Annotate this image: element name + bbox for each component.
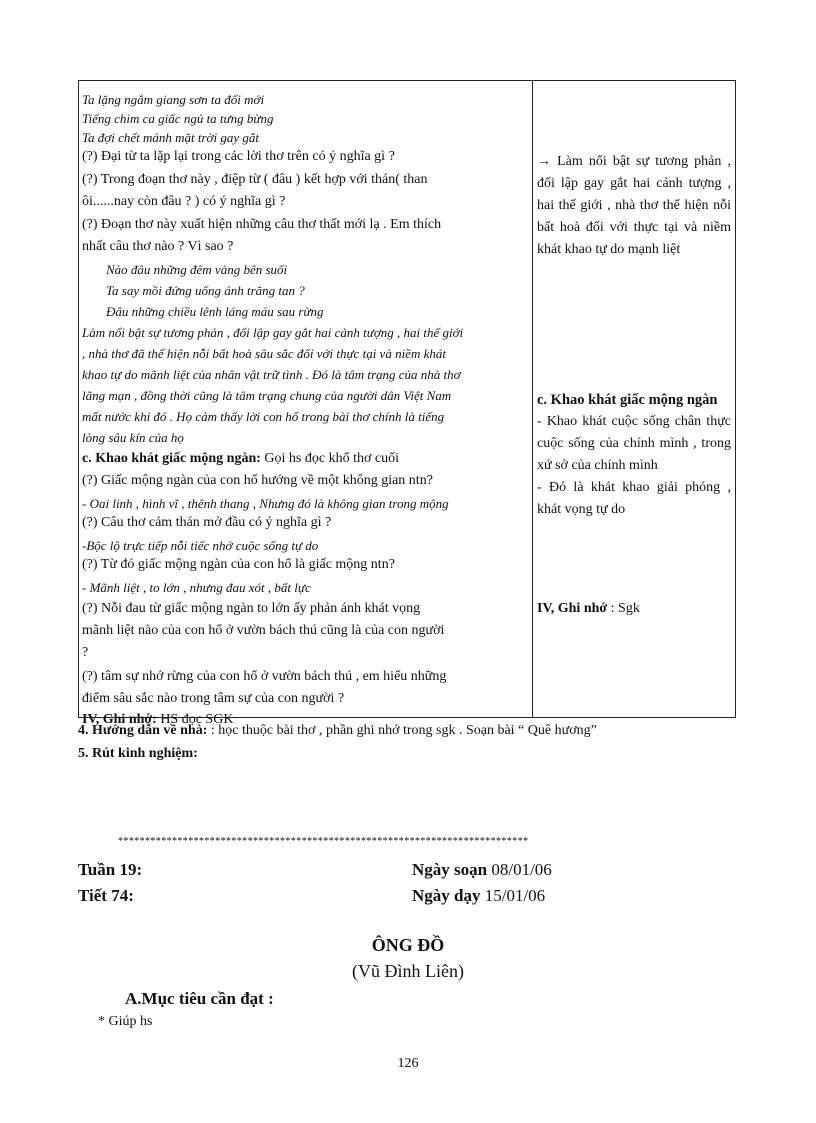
- question: (?) tâm sự nhớ rừng của con hổ ở vườn bách thú , em hiểu những: [82, 669, 447, 684]
- teach-label: Ngày dạy: [412, 886, 481, 905]
- prep-date: [412, 860, 552, 880]
- answer-line: Làm nổi bật sự tương phản , đối lập gay gắt hai cảnh tượng , hai thế giới: [82, 325, 464, 340]
- week-label: Tuần 19:: [78, 860, 143, 879]
- summary-body: Làm nổi bật sự tương phản , đối lập gay gắt hai cảnh tượng , hai thế giới , nhà thơ thể hiện nỗi bất hoà đối với thực tại và niềm khát khao tự do mạnh liệt: [537, 154, 731, 257]
- period-label: Tiết 74:: [78, 886, 134, 905]
- lesson-author: (Vũ Đình Liên): [352, 961, 464, 981]
- right-section-iv-text: : Sgk: [607, 601, 640, 616]
- homework-label: 4. Hướng dẫn về nhà:: [78, 723, 208, 738]
- answer-line: lãng mạn , đồng thời cũng là tâm trạng chung của người dân Việt Nam: [82, 388, 452, 403]
- experience-label: 5. Rút kinh nghiệm:: [78, 746, 198, 761]
- prep-date-value: 08/01/06: [487, 860, 552, 879]
- right-section-iv-title: IV, Ghi nhớ: [537, 601, 608, 616]
- question-cont: ?: [82, 645, 89, 660]
- quote-line: Đâu những chiều lênh láng máu sau rừng: [106, 304, 324, 319]
- homework-line: [78, 723, 597, 739]
- question-cont: mãnh liệt nào của con hổ ở vườn bách thú cũng là của con người: [82, 623, 445, 638]
- poem-line: Ta lặng ngắm giang sơn ta đổi mới: [82, 92, 265, 107]
- answer-line: , nhà thơ đã thể hiện nỗi bất hoà sâu sắc đối với thực tại và niềm khát: [82, 346, 446, 361]
- question-cont: nhất câu thơ nào ? Vì sao ?: [82, 239, 234, 254]
- quote-line: Nào đâu những đêm vàng bên suối: [106, 262, 288, 277]
- teach-date-value: 15/01/06: [480, 886, 546, 905]
- section-iv-title: IV, Ghi nhớ:: [82, 712, 157, 727]
- question: (?) Nỗi đau từ giấc mộng ngàn to lớn ấy phản ánh khát vọng: [82, 601, 421, 616]
- right-bullet: - Khao khát cuộc sống chân thực cuộc sống của chính mình , trong xứ sở của chính mình: [537, 414, 731, 473]
- question: (?) Đoạn thơ này xuất hiện những câu thơ thất mới lạ . Em thích: [82, 217, 442, 232]
- question: (?) Câu thơ cảm thán mở đầu có ý nghĩa gì ?: [82, 515, 332, 530]
- section-c-instruction: Gọi hs đọc khổ thơ cuối: [260, 451, 399, 466]
- section-c-title: c. Khao khát giấc mộng ngàn:: [82, 451, 261, 466]
- question: (?) Từ đó giấc mộng ngàn của con hổ là giấc mộng ntn?: [82, 557, 395, 572]
- right-section-c-title: c. Khao khát giấc mộng ngàn: [537, 392, 718, 408]
- poem-line: Ta đợi chết mảnh mặt trời gay gắt: [82, 130, 259, 145]
- question: (?) Giấc mộng ngàn của con hổ hướng về một không gian ntn?: [82, 473, 433, 488]
- section-c-heading: [82, 449, 530, 469]
- answer: - Oai linh , hình vĩ , thênh thang , Nhưng đó là không gian trong mộng: [82, 496, 449, 511]
- prep-label: Ngày soạn: [412, 860, 488, 879]
- help-line: * Giúp hs: [98, 1014, 153, 1029]
- lesson-title: ÔNG ĐỒ: [371, 935, 445, 955]
- right-bullet: - Đó là khát khao giải phóng , khát vọng tự do: [537, 480, 731, 517]
- lesson-table: [78, 80, 736, 727]
- teach-date: [412, 886, 545, 906]
- quote-line: Ta say mồi đứng uống ánh trăng tan ?: [106, 283, 305, 298]
- question-cont: điểm sâu sắc nào trong tâm sự của con người ?: [82, 691, 345, 706]
- column-divider: [532, 81, 533, 717]
- arrow-icon: →: [537, 154, 551, 169]
- question-cont: ôi......nay còn đâu ? ) có ý nghĩa gì ?: [82, 194, 286, 209]
- answer-line: lòng sâu kín của họ: [82, 430, 184, 445]
- separator-line: ****************************************************************************: [118, 836, 529, 847]
- homework-text: : học thuộc bài thơ , phần ghi nhớ trong sgk . Soạn bài “ Quê hương”: [207, 723, 597, 738]
- answer-line: khao tự do mãnh liệt của nhân vật trữ tình . Đó là tâm trạng của nhà thơ: [82, 367, 461, 382]
- right-section-iv: [537, 599, 731, 619]
- left-column: [82, 90, 530, 730]
- right-column: [537, 151, 731, 619]
- poem-line: Tiếng chim ca giấc ngủ ta tưng bừng: [82, 111, 274, 126]
- page-number: 126: [397, 1056, 419, 1071]
- answer-line: mất nước khi đó . Họ cảm thấy lời con hổ trong bài thơ chính là tiếng: [82, 409, 445, 424]
- question: (?) Đại từ ta lặp lại trong các lời thơ trên có ý nghĩa gì ?: [82, 149, 395, 164]
- objective-heading: A.Mục tiêu cần đạt :: [125, 989, 274, 1008]
- answer: - Mãnh liệt , to lớn , nhưng đau xót , bất lực: [82, 580, 311, 595]
- section-iv-text: HS đọc SGK: [156, 712, 234, 727]
- summary-text: [537, 151, 731, 261]
- question: (?) Trong đoạn thơ này , điệp từ ( đâu ) kết hợp với thán( than: [82, 172, 428, 187]
- answer: -Bộc lộ trực tiếp nỗi tiếc nhớ cuộc sống tự do: [82, 538, 319, 553]
